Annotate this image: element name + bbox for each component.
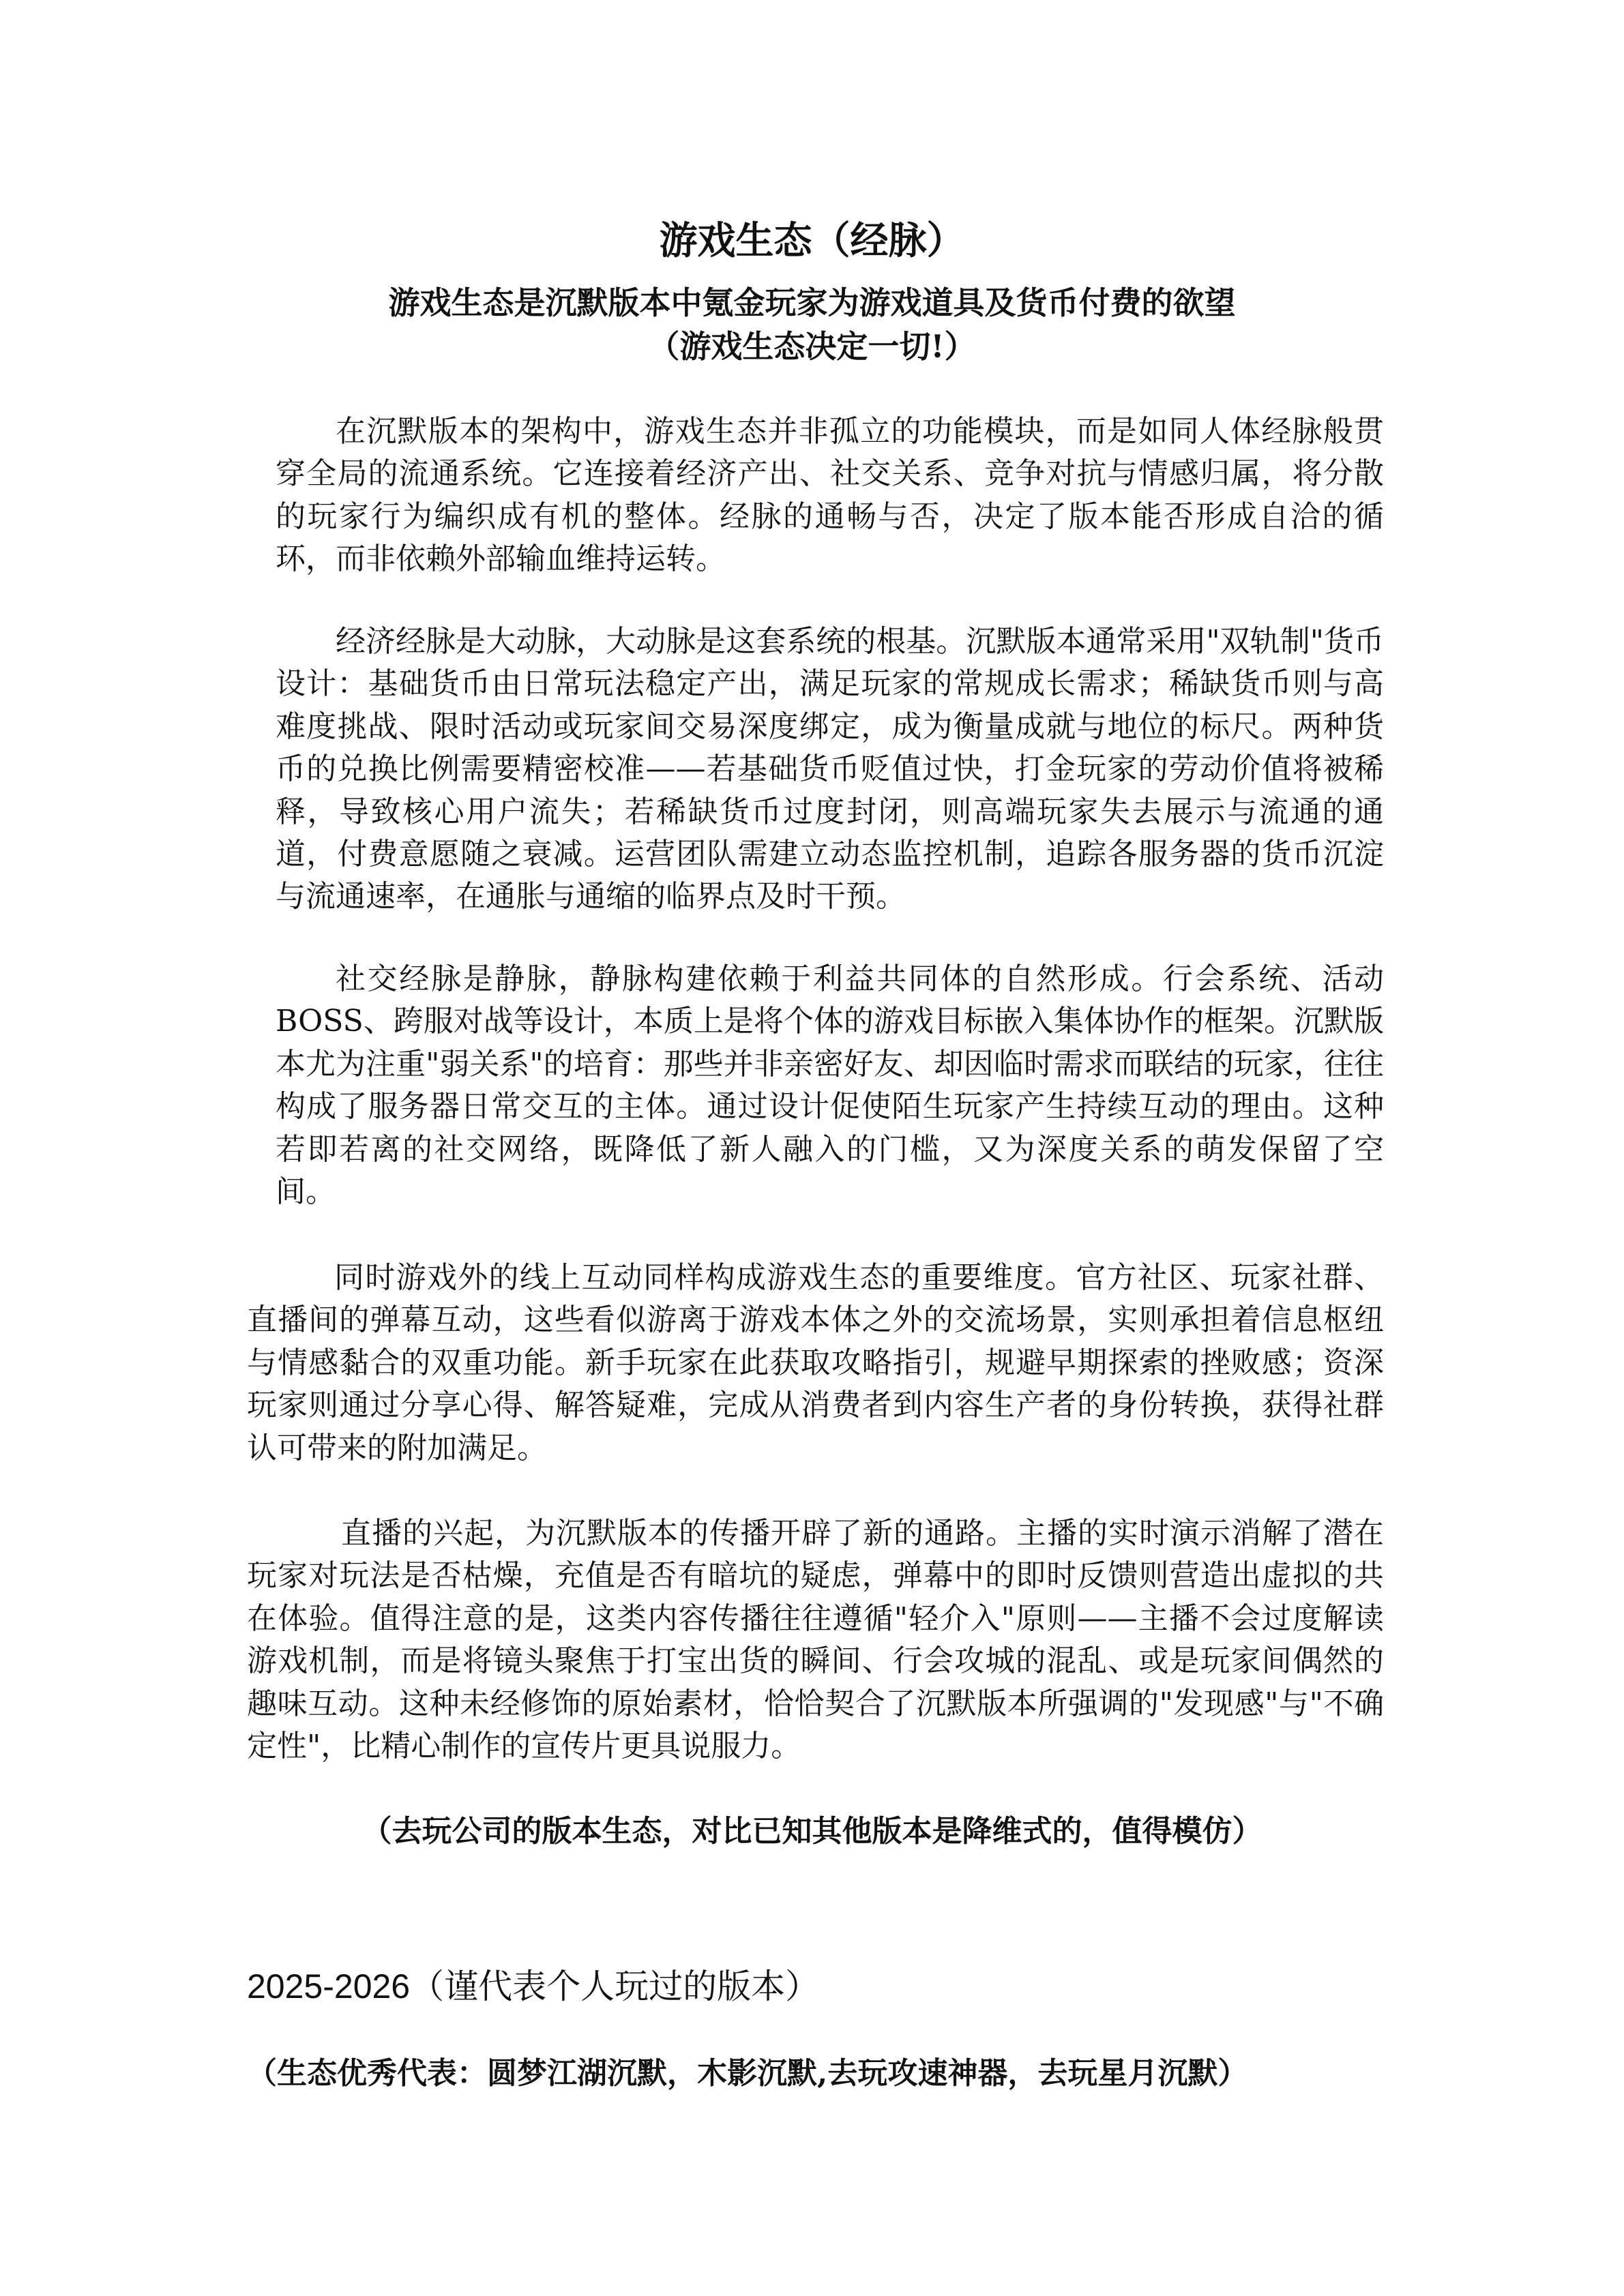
document-subtitle: 游戏生态是沉默版本中氪金玩家为游戏道具及货币付费的欲望 bbox=[388, 284, 1236, 321]
section-heading-suffix: （谨代表个人玩过的版本） bbox=[410, 1967, 820, 2006]
section-heading bbox=[247, 1964, 819, 2009]
paragraph-social: 社交经脉是静脉，静脉构建依赖于利益共同体的自然形成。行会系统、活动 BOSS、跨服对战等设计，本质上是将个体的游戏目标嵌入集体协作的框架。沉默版本尤为注重"弱关系"的培育：那些并非亲密好友、却因临时需求而联结的玩家，往往构成了服务器日常交互的主体。通过设计促使陌生玩家产生持续互动的理由。这种若即若离的社交网络，既降低了新人融入的门槛，又为深度关系的萌发保留了空间。 bbox=[276, 961, 1384, 1210]
representatives-list: （生态优秀代表：圆梦江湖沉默，木影沉默,去玩攻速神器，去玩星月沉默） bbox=[247, 2056, 1248, 2091]
paragraph-economy: 经济经脉是大动脉，大动脉是这套系统的根基。沉默版本通常采用"双轨制"货币设计：基础货币由日常玩法稳定产出，满足玩家的常规成长需求；稀缺货币则与高难度挑战、限时活动或玩家间交易深度绑定，成为衡量成就与地位的标尺。两种货币的兑换比例需要精密校准——若基础货币贬值过快，打金玩家的劳动价值将被稀释，导致核心用户流失；若稀缺货币过度封闭，则高端玩家失去展示与流通的通道，付费意愿随之衰减。运营团队需建立动态监控机制，追踪各服务器的货币沉淀与流通速率，在通胀与通缩的临界点及时干预。 bbox=[276, 624, 1384, 914]
paragraph-online-community: 同时游戏外的线上互动同样构成游戏生态的重要维度。官方社区、玩家社群、直播间的弹幕互动，这些看似游离于游戏本体之外的交流场景，实则承担着信息枢纽与情感黏合的双重功能。新手玩家在此获取攻略指引，规避早期探索的挫败感；资深玩家则通过分享心得、解答疑难，完成从消费者到内容生产者的身份转换，获得社群认可带来的附加满足。 bbox=[247, 1260, 1384, 1465]
paragraph-overview: 在沉默版本的架构中，游戏生态并非孤立的功能模块，而是如同人体经脉般贯穿全局的流通系统。它连接着经济产出、社交关系、竞争对抗与情感归属，将分散的玩家行为编织成有机的整体。经脉的通畅与否，决定了版本能否形成自洽的循环，而非依赖外部输血维持运转。 bbox=[276, 414, 1384, 577]
document-subtitle-note: （游戏生态决定一切!） bbox=[648, 328, 976, 365]
summary-note: （去玩公司的版本生态，对比已知其他版本是降维式的，值得模仿） bbox=[361, 1814, 1263, 1849]
document-title: 游戏生态（经脉） bbox=[659, 218, 965, 263]
section-year: 2025-2026 bbox=[247, 1967, 411, 2006]
paragraph-livestream: 直播的兴起，为沉默版本的传播开辟了新的通路。主播的实时演示消解了潜在玩家对玩法是否枯燥，充值是否有暗坑的疑虑，弹幕中的即时反馈则营造出虚拟的共在体验。值得注意的是，这类内容传播往往遵循"轻介入"原则——主播不会过度解读游戏机制，而是将镜头聚焦于打宝出货的瞬间、行会攻城的混乱、或是玩家间偶然的趣味互动。这种未经修饰的原始素材，恰恰契合了沉默版本所强调的"发现感"与"不确定性"，比精心制作的宣传片更具说服力。 bbox=[247, 1516, 1384, 1764]
